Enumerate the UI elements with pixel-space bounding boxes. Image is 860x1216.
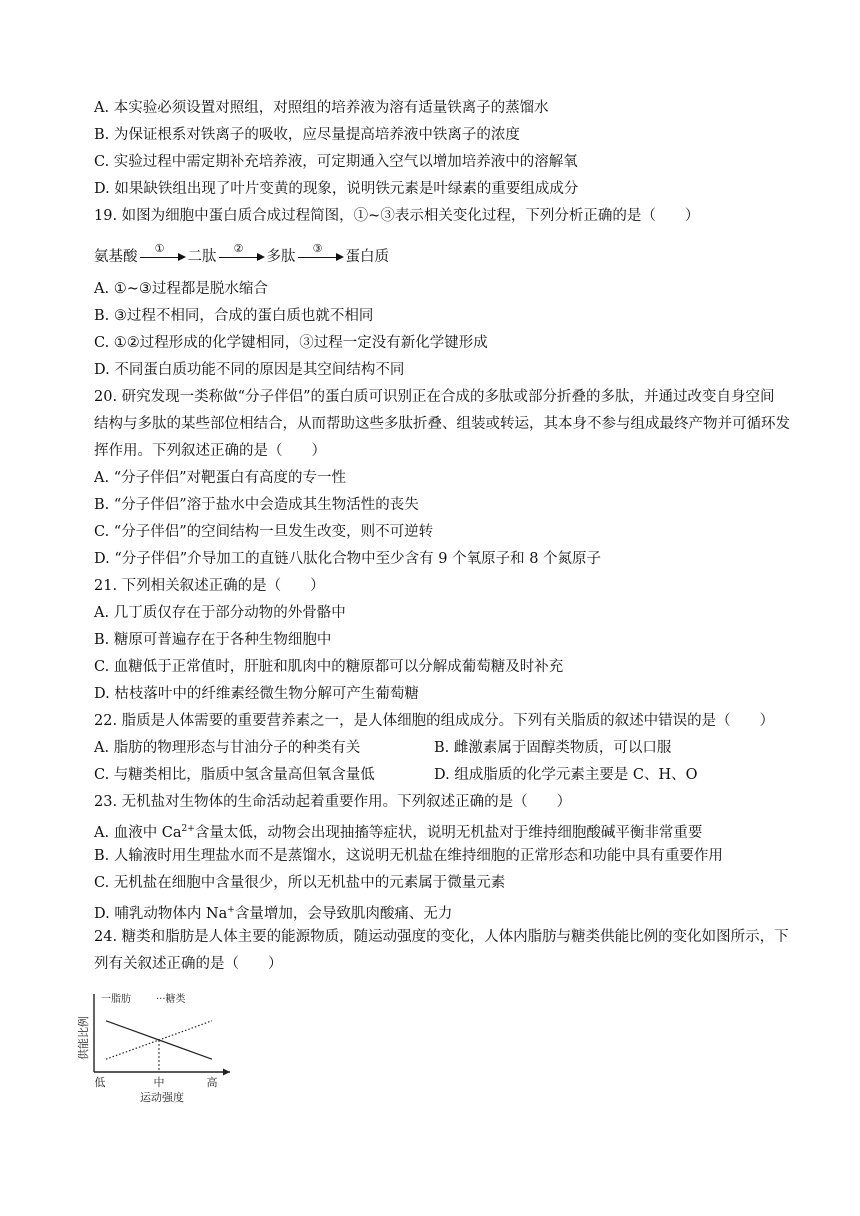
arrow-label-3: ③	[312, 242, 323, 255]
arrow-icon	[298, 242, 344, 264]
q22-option-c: C. 与糖类相比，脂质中氢含量高但氧含量低	[94, 767, 375, 783]
q20-option-d: D. “分子伴侣”介导加工的直链八肽化合物中至少含有 9 个氧原子和 8 个氮原子	[94, 551, 602, 567]
q19-option-b: B. ③过程不相同，合成的蛋白质也就不相同	[94, 308, 374, 324]
q23-d-text-post: 含量增加，会导致肌肉酸痛、无力	[234, 905, 453, 922]
q22-option-d: D. 组成脂质的化学元素主要是 C、H、O	[434, 767, 698, 783]
q22-stem: 22. 脂质是人体需要的重要营养素之一，是人体细胞的组成成分。下列有关脂质的叙述中错误的是（ ）	[94, 713, 775, 729]
q21-option-c: C. 血糖低于正常值时，肝脏和肌肉中的糖原都可以分解成葡萄糖及时补充	[94, 659, 564, 675]
chart-x-label: 运动强度	[140, 1091, 184, 1104]
q20-option-a: A. “分子伴侣”对靶蛋白有高度的专一性	[94, 470, 347, 486]
chart-legend-fat: 一脂肪	[101, 994, 131, 1005]
q23-option-c: C. 无机盐在细胞中含量很少，所以无机盐中的元素属于微量元素	[94, 875, 506, 891]
arrow-label-1: ①	[154, 242, 165, 255]
q18-option-a: A. 本实验必须设置对照组，对照组的培养液为溶有适量铁离子的蒸馏水	[94, 100, 549, 116]
q21-stem: 21. 下列相关叙述正确的是（ ）	[94, 578, 325, 594]
q24-stem-line1: 24. 糖类和脂肪是人体主要的能源物质，随运动强度的变化，人体内脂肪与糖类供能比例的变化如图所示，下	[94, 929, 789, 945]
q20-option-c: C. “分子伴侣”的空间结构一旦发生改变，则不可逆转	[94, 524, 434, 540]
q21-option-a: A. 几丁质仅存在于部分动物的外骨骼中	[94, 605, 346, 621]
q19-stem: 19. 如图为细胞中蛋白质合成过程简图，①~③表示相关变化过程，下列分析正确的是（ ）	[94, 208, 700, 224]
q19-option-c: C. ①②过程形成的化学键相同，③过程一定没有新化学键形成	[94, 335, 488, 351]
q20-stem-line3: 挥作用。下列叙述正确的是（ ）	[94, 443, 326, 459]
flow-polypeptide: 多肽	[266, 248, 296, 265]
q20-option-b: B. “分子伴侣”溶于盐水中会造成其生物活性的丧失	[94, 497, 419, 513]
q23-d-text-pre: D. 哺乳动物体内 Na	[94, 905, 228, 922]
chart-x-tick-label: 低	[94, 1076, 106, 1089]
q22-option-a: A. 脂肪的物理形态与甘油分子的种类有关	[94, 740, 361, 756]
q23-option-a	[94, 820, 702, 842]
protein-synthesis-flow	[94, 243, 389, 267]
q18-option-d: D. 如果缺铁组出现了叶片变黄的现象，说明铁元素是叶绿素的重要组成成分	[94, 181, 579, 197]
q23-option-d	[94, 901, 452, 923]
arrow-icon	[140, 242, 186, 264]
q20-stem-line2: 结构与多肽的某些部位相结合，从而帮助这些多肽折叠、组装或转运，其本身不参与组成最终产物并可循环发	[94, 416, 790, 432]
chart-legend-sugar: ···糖类	[156, 994, 186, 1005]
arrow-icon	[219, 242, 265, 264]
q18-option-c: C. 实验过程中需定期补充培养液，可定期通入空气以增加培养液中的溶解氧	[94, 154, 578, 170]
q24-stem-line2: 列有关叙述正确的是（ ）	[94, 956, 283, 972]
q21-option-b: B. 糖原可普遍存在于各种生物细胞中	[94, 632, 332, 648]
chart-x-ticks	[95, 1075, 218, 1089]
q21-option-d: D. 枯枝落叶中的纤维素经微生物分解可产生葡萄糖	[94, 686, 419, 702]
energy-supply-chart	[70, 988, 240, 1108]
q23-a-text-post: 含量太低，动物会出现抽搐等症状，说明无机盐对于维持细胞酸碱平衡非常重要	[194, 824, 703, 841]
flow-dipeptide: 二肽	[187, 248, 217, 265]
flow-amino-acid: 氨基酸	[94, 248, 138, 265]
chart-x-tick-label: 高	[206, 1076, 218, 1089]
q23-stem: 23. 无机盐对生物体的生命活动起着重要作用。下列叙述正确的是（ ）	[94, 794, 572, 810]
flow-protein: 蛋白质	[345, 248, 389, 265]
q23-a-text-pre: A. 血液中 Ca	[94, 824, 182, 841]
q22-option-b: B. 雌激素属于固醇类物质，可以口服	[434, 740, 672, 756]
chart-x-arrow-icon	[223, 1069, 230, 1076]
chart-x-tick-label: 中	[153, 1076, 165, 1089]
q23-option-b: B. 人输液时用生理盐水而不是蒸馏水，这说明无机盐在维持细胞的正常形态和功能中具有重要作用	[94, 848, 723, 864]
q19-option-d: D. 不同蛋白质功能不同的原因是其空间结构不同	[94, 362, 405, 378]
q23-d-superscript: +	[227, 905, 235, 915]
q19-option-a: A. ①~③过程都是脱水缩合	[94, 281, 268, 297]
arrow-label-2: ②	[233, 242, 244, 255]
chart-y-label: 供能比例	[77, 1016, 90, 1060]
q20-stem-line1: 20. 研究发现一类称做“分子伴侣”的蛋白质可识别正在合成的多肽或部分折叠的多肽，并通过改变自身空间	[94, 389, 775, 405]
q23-a-superscript: 2+	[181, 824, 195, 834]
q18-option-b: B. 为保证根系对铁离子的吸收，应尽量提高培养液中铁离子的浓度	[94, 127, 520, 143]
